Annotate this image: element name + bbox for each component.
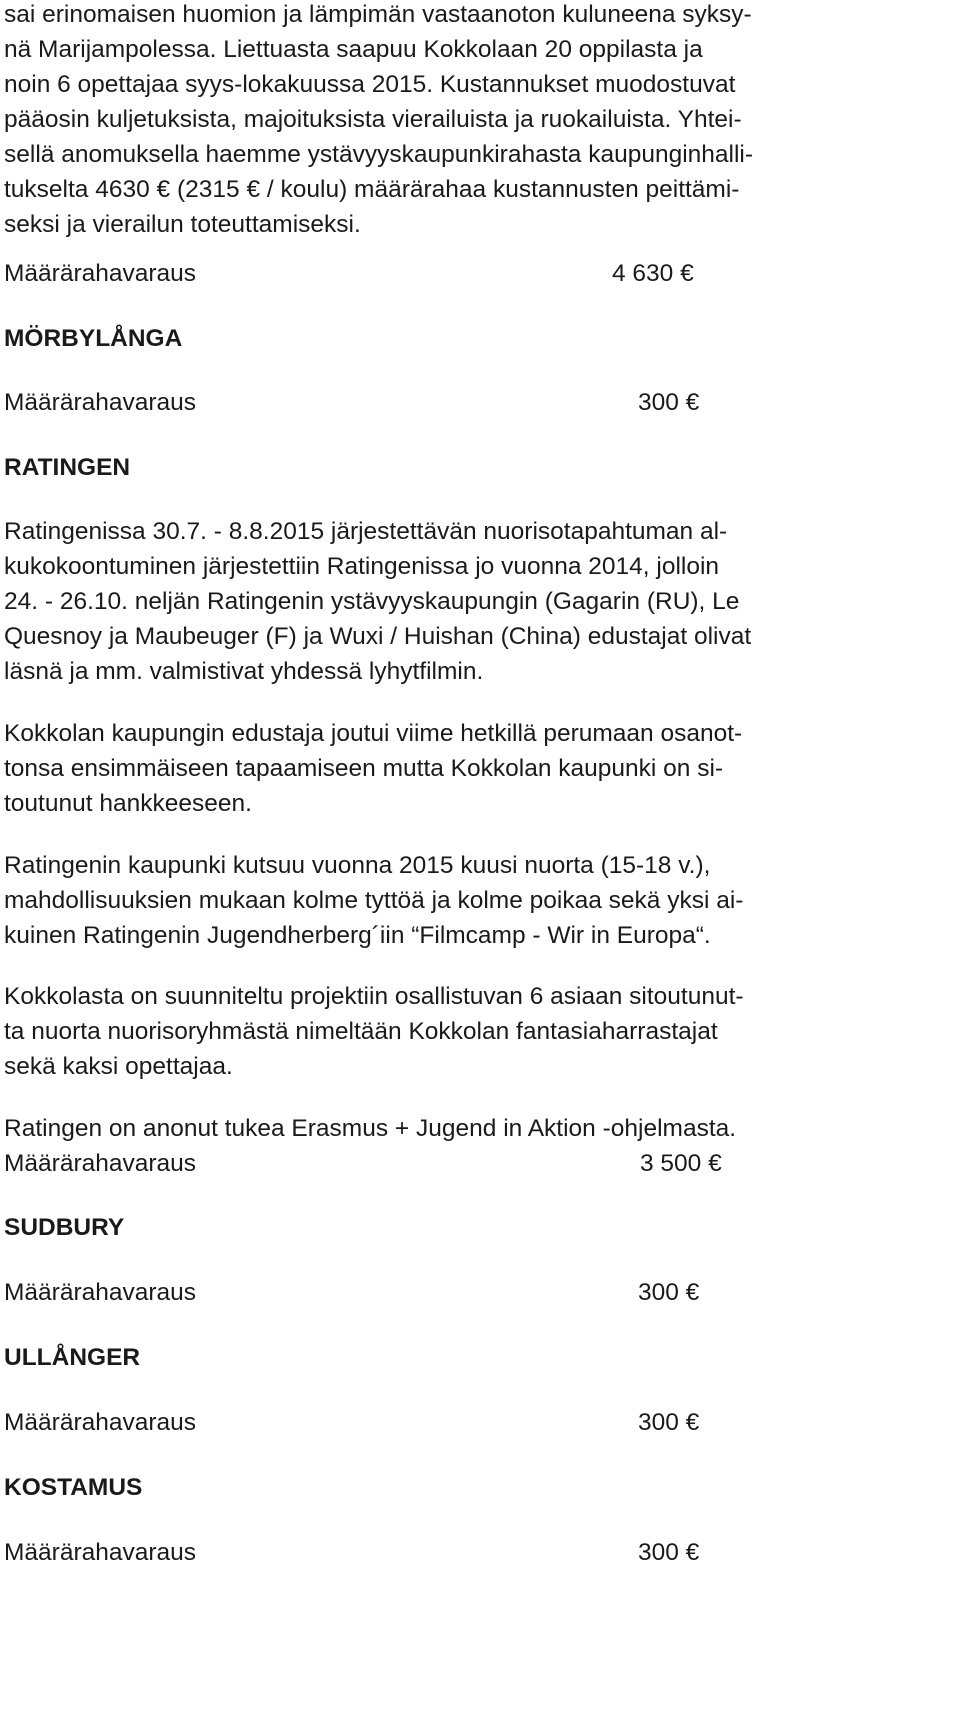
- allocation-row: [4, 256, 804, 292]
- paragraph-line: pääosin kuljetuksista, majoituksista vierailuista ja ruokailuista. Yhtei-: [4, 106, 742, 133]
- allocation-amount: 300 €: [638, 1409, 700, 1436]
- allocation-row: [4, 1405, 804, 1441]
- paragraph-line: noin 6 opettajaa syys-lokakuussa 2015. Kustannukset muodostuvat: [4, 71, 736, 98]
- paragraph-line: ta nuorta nuorisoryhmästä nimeltään Kokkolan fantasiaharrastajat: [4, 1018, 718, 1045]
- section-heading-kostamus: KOSTAMUS: [4, 1474, 143, 1501]
- paragraph-line: seksi ja vierailun toteuttamiseksi.: [4, 211, 361, 238]
- allocation-label: Määrärahavaraus: [4, 389, 197, 416]
- paragraph-line: 24. - 26.10. neljän Ratingenin ystävyyskaupungin (Gagarin (RU), Le: [4, 588, 740, 615]
- paragraph-line: nä Marijampolessa. Liettuasta saapuu Kokkolaan 20 oppilasta ja: [4, 36, 703, 63]
- section-heading-morbylanga: MÖRBYLÅNGA: [4, 325, 183, 352]
- allocation-row: [4, 1275, 804, 1311]
- section-heading-ullanger: ULLÅNGER: [4, 1344, 141, 1371]
- paragraph-line: kukokoontuminen järjestettiin Ratingenissa jo vuonna 2014, jolloin: [4, 553, 720, 580]
- paragraph-line: mahdollisuuksien mukaan kolme tyttöä ja kolme poikaa sekä yksi ai-: [4, 887, 744, 914]
- allocation-amount: 300 €: [638, 1279, 700, 1306]
- allocation-label: Määrärahavaraus: [4, 1150, 197, 1177]
- allocation-amount: 4 630 €: [612, 260, 694, 287]
- allocation-row: [4, 385, 804, 421]
- allocation-label: Määrärahavaraus: [4, 1279, 197, 1306]
- section-heading-ratingen: RATINGEN: [4, 454, 131, 481]
- paragraph-line: tonsa ensimmäiseen tapaamiseen mutta Kokkolan kaupunki on si-: [4, 755, 724, 782]
- allocation-label: Määrärahavaraus: [4, 1409, 197, 1436]
- allocation-label: Määrärahavaraus: [4, 1539, 197, 1566]
- allocation-amount: 300 €: [638, 1539, 700, 1566]
- paragraph-line: sekä kaksi opettajaa.: [4, 1053, 233, 1080]
- paragraph-line: Quesnoy ja Maubeuger (F) ja Wuxi / Huishan (China) edustajat olivat: [4, 623, 752, 650]
- paragraph-line: Ratingenin kaupunki kutsuu vuonna 2015 kuusi nuorta (15-18 v.),: [4, 852, 711, 879]
- allocation-amount: 3 500 €: [640, 1150, 722, 1177]
- paragraph-line: sai erinomaisen huomion ja lämpimän vastaanoton kuluneena syksy-: [4, 1, 752, 28]
- allocation-amount: 300 €: [638, 389, 700, 416]
- paragraph-line: läsnä ja mm. valmistivat yhdessä lyhytfilmin.: [4, 658, 484, 685]
- allocation-label: Määrärahavaraus: [4, 260, 197, 287]
- paragraph-line: tukselta 4630 € (2315 € / koulu) määrärahaa kustannusten peittämi-: [4, 176, 740, 203]
- section-heading-sudbury: SUDBURY: [4, 1214, 125, 1241]
- paragraph-line: Ratingenissa 30.7. - 8.8.2015 järjestettävän nuorisotapahtuman al-: [4, 518, 728, 545]
- paragraph-line: Ratingen on anonut tukea Erasmus + Jugend in Aktion -ohjelmasta.: [4, 1115, 737, 1142]
- allocation-row: [4, 1146, 804, 1182]
- paragraph-line: Kokkolasta on suunniteltu projektiin osallistuvan 6 asiaan sitoutunut-: [4, 983, 744, 1010]
- paragraph-line: kuinen Ratingenin Jugendherberg´iin “Filmcamp - Wir in Europa“.: [4, 922, 711, 949]
- allocation-row: [4, 1535, 804, 1571]
- paragraph-line: Kokkolan kaupungin edustaja joutui viime hetkillä perumaan osanot-: [4, 720, 743, 747]
- paragraph-line: toutunut hankkeeseen.: [4, 790, 252, 817]
- paragraph-line: sellä anomuksella haemme ystävyyskaupunkirahasta kaupunginhalli-: [4, 141, 754, 168]
